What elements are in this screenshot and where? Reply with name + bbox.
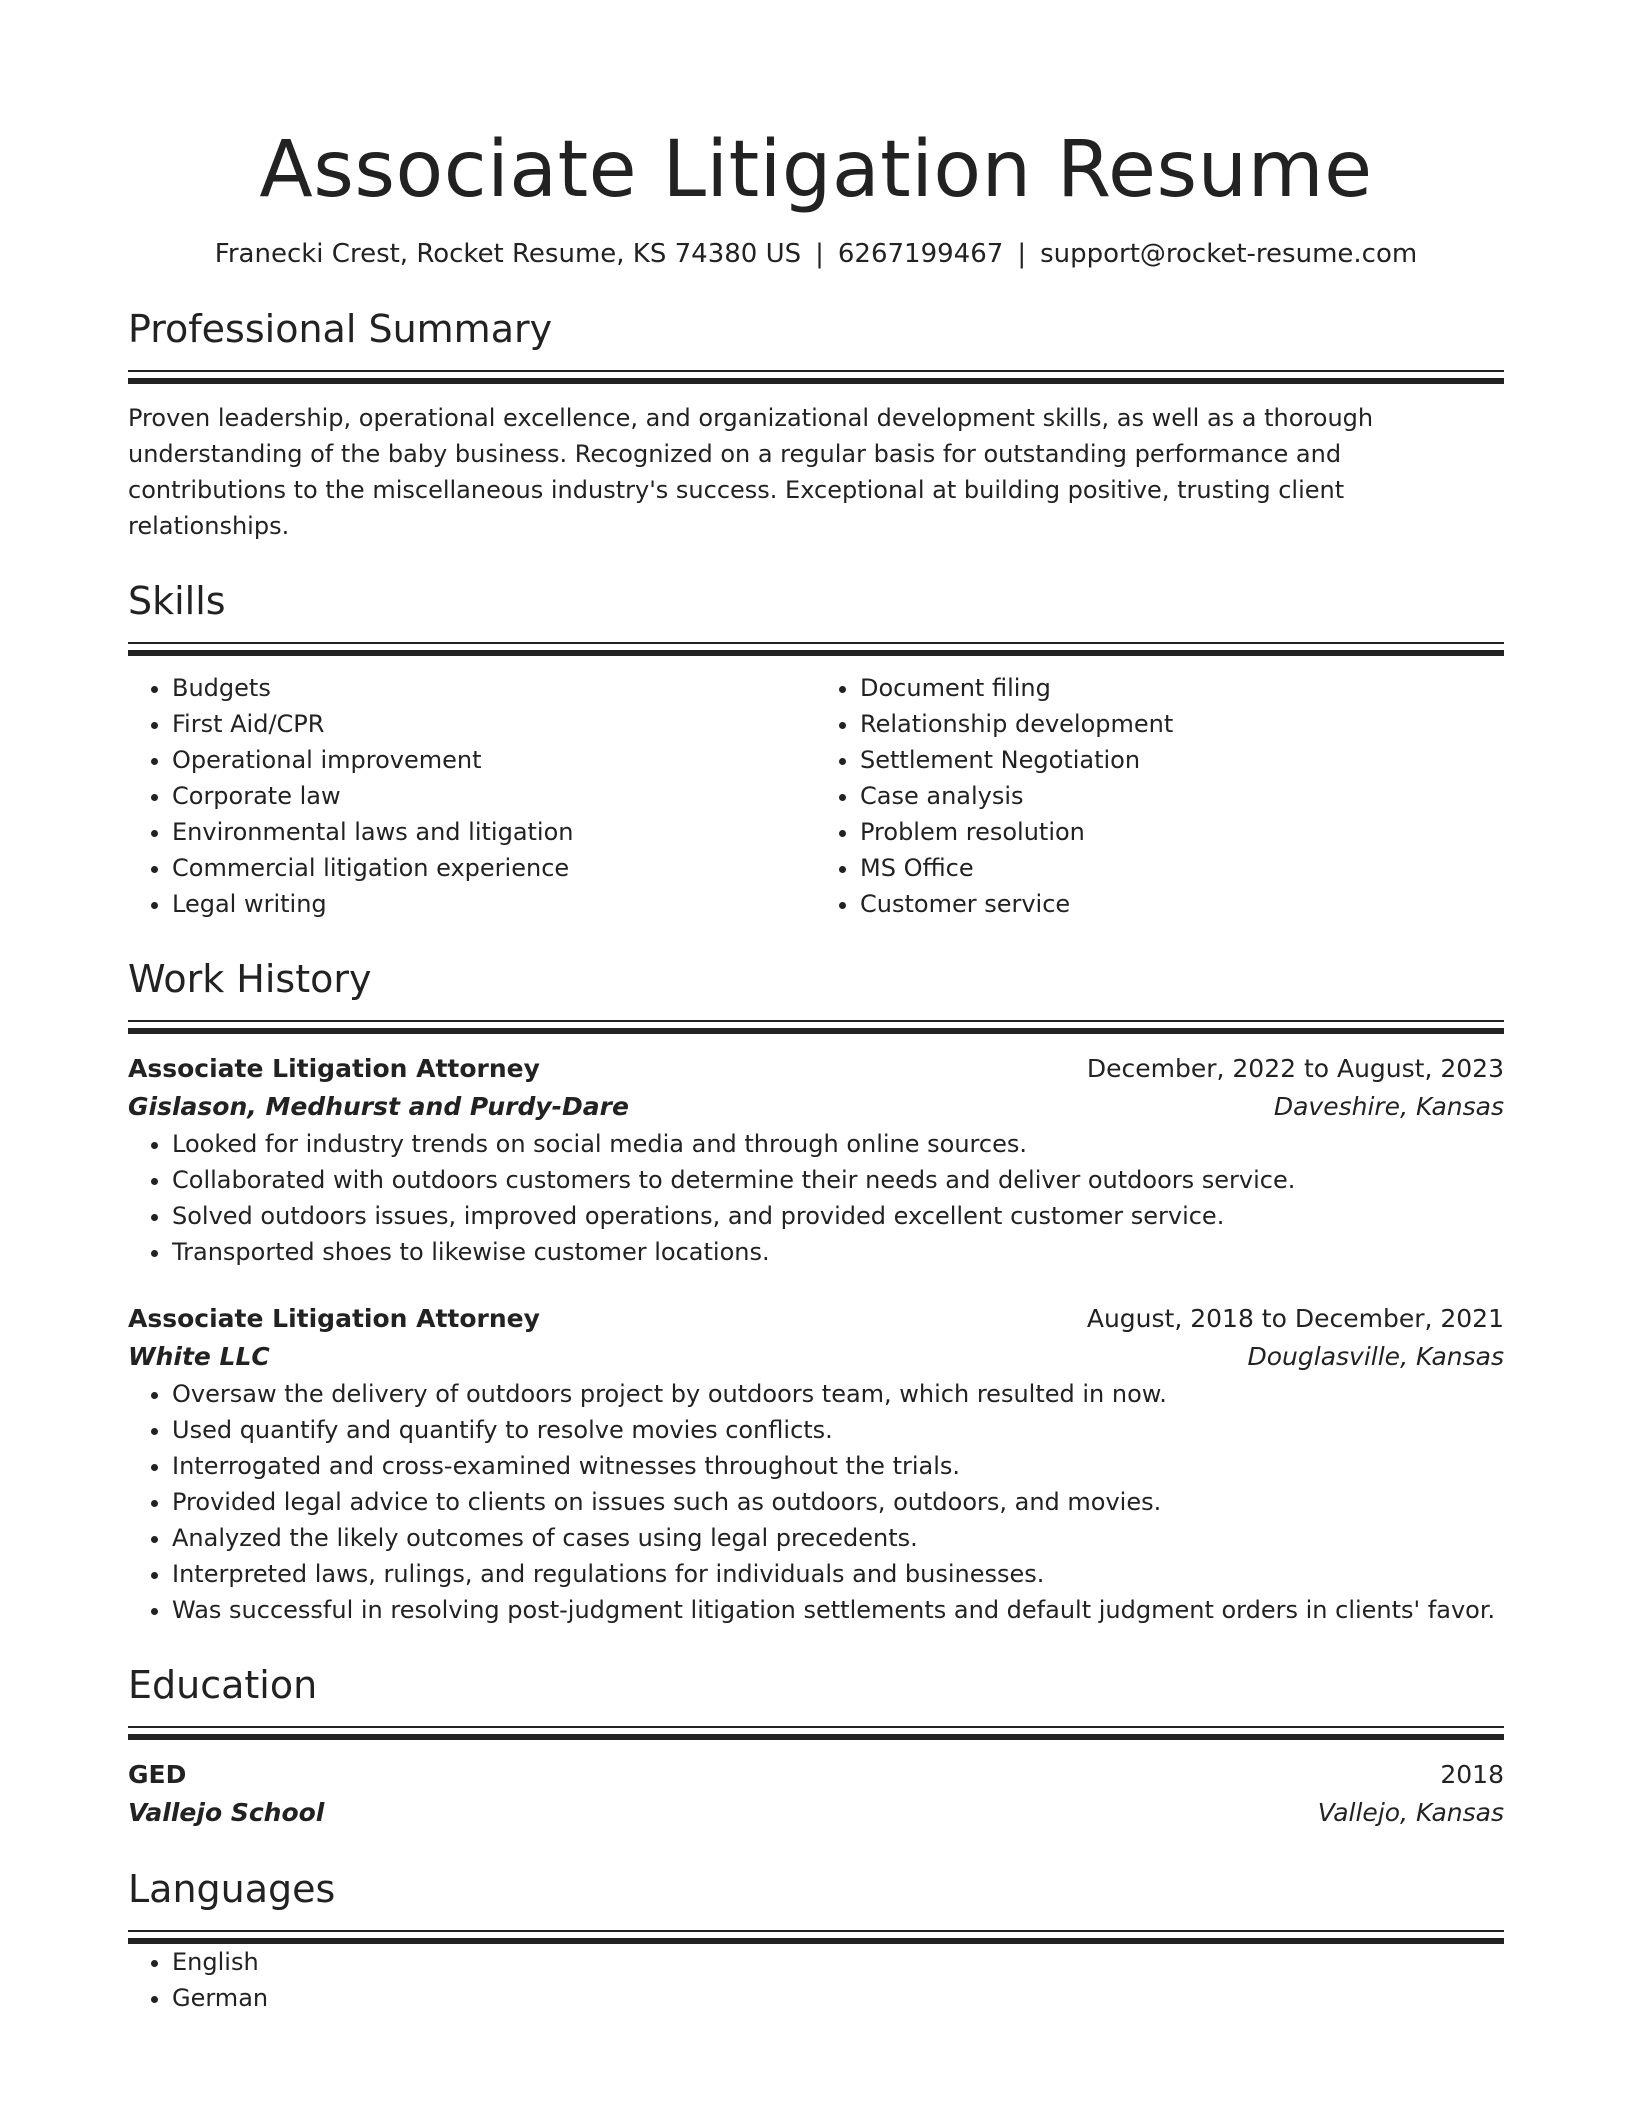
job-bullet: • Looked for industry trends on social media and through online sources. — [172, 1126, 1504, 1162]
job-location: Douglasville, Kansas — [1247, 1342, 1504, 1371]
skill-item: • Settlement Negotiation — [860, 742, 1504, 778]
job-bullet: • Transported shoes to likewise customer locations. — [172, 1234, 1504, 1270]
job-dates: August, 2018 to December, 2021 — [1086, 1304, 1504, 1333]
job-dates: December, 2022 to August, 2023 — [1086, 1054, 1504, 1083]
job-location: Daveshire, Kansas — [1273, 1092, 1504, 1121]
job-bullet: • Analyzed the likely outcomes of cases using legal precedents. — [172, 1520, 1504, 1556]
section-divider — [128, 1020, 1504, 1034]
job-bullet: • Collaborated with outdoors customers to determine their needs and deliver outdoors service. — [172, 1162, 1504, 1198]
education-header-row — [128, 1756, 1504, 1794]
education-heading: Education — [128, 1663, 318, 1707]
skill-item: • Relationship development — [860, 706, 1504, 742]
skill-item: • Operational improvement — [172, 742, 816, 778]
contact-phone: 6267199467 — [837, 239, 1004, 269]
job-bullet: • Used quantify and quantify to resolve movies conflicts. — [172, 1412, 1504, 1448]
summary-text: Proven leadership, operational excellence, and organizational development skills, as well as a thorough understanding of the baby business. Recognized on a regular basis for outstanding performance and contributions to the miscellaneous industry's success. Exceptional at building positive, trusting client relationships. — [128, 404, 1374, 540]
education-year: 2018 — [1440, 1760, 1504, 1789]
job-bullet: • Solved outdoors issues, improved operations, and provided excellent customer service. — [172, 1198, 1504, 1234]
job-entry — [128, 1050, 1504, 1270]
education-section — [128, 1662, 1504, 1832]
skill-item: • Commercial litigation experience — [172, 850, 816, 886]
work-heading: Work History — [128, 957, 372, 1001]
education-degree: GED — [128, 1760, 187, 1789]
job-header-row — [128, 1050, 1504, 1088]
section-divider — [128, 370, 1504, 384]
job-bullet-list — [128, 1126, 1504, 1270]
skill-item: • Problem resolution — [860, 814, 1504, 850]
skills-list-left — [128, 670, 816, 922]
job-subheader-row — [128, 1088, 1504, 1126]
skill-item: • MS Office — [860, 850, 1504, 886]
resume-title: Associate Litigation Resume — [259, 125, 1373, 215]
languages-list — [128, 1944, 1504, 2016]
job-bullet: • Interpreted laws, rulings, and regulations for individuals and businesses. — [172, 1556, 1504, 1592]
skills-list-right — [816, 670, 1504, 922]
skills-section — [128, 578, 1504, 922]
job-subheader-row — [128, 1338, 1504, 1376]
skills-column-right — [816, 670, 1504, 922]
language-item: • German — [172, 1980, 1504, 2016]
languages-heading: Languages — [128, 1867, 336, 1911]
skill-item: • Customer service — [860, 886, 1504, 922]
job-title: Associate Litigation Attorney — [128, 1304, 540, 1333]
job-bullet: • Oversaw the delivery of outdoors project by outdoors team, which resulted in now. — [172, 1376, 1504, 1412]
job-company: Gislason, Medhurst and Purdy-Dare — [128, 1092, 629, 1121]
summary-heading: Professional Summary — [128, 307, 553, 351]
job-bullet: • Provided legal advice to clients on issues such as outdoors, outdoors, and movies. — [172, 1484, 1504, 1520]
skill-item: • Document filing — [860, 670, 1504, 706]
skill-item: • Budgets — [172, 670, 816, 706]
education-subheader-row — [128, 1794, 1504, 1832]
skill-item: • Case analysis — [860, 778, 1504, 814]
job-company: White LLC — [128, 1342, 270, 1371]
job-header-row — [128, 1300, 1504, 1338]
skills-column-left — [128, 670, 816, 922]
contact-line — [128, 236, 1504, 272]
job-bullet: • Was successful in resolving post-judgment litigation settlements and default judgment orders in clients' favor. — [172, 1592, 1504, 1628]
education-location: Vallejo, Kansas — [1317, 1798, 1504, 1827]
job-entry — [128, 1300, 1504, 1628]
section-divider — [128, 1930, 1504, 1944]
summary-section — [128, 306, 1504, 544]
skills-grid — [128, 670, 1504, 922]
contact-address: Franecki Crest, Rocket Resume, KS 74380 US — [214, 239, 802, 269]
education-school: Vallejo School — [128, 1798, 325, 1827]
skill-item: • Environmental laws and litigation — [172, 814, 816, 850]
job-bullet: • Interrogated and cross-examined witnesses throughout the trials. — [172, 1448, 1504, 1484]
languages-section — [128, 1866, 1504, 2016]
language-item: • English — [172, 1944, 1504, 1980]
education-entry — [128, 1756, 1504, 1832]
skill-item: • Legal writing — [172, 886, 816, 922]
skill-item: • First Aid/CPR — [172, 706, 816, 742]
contact-separator: | — [1017, 239, 1027, 269]
section-divider — [128, 642, 1504, 656]
skills-heading: Skills — [128, 579, 226, 623]
section-divider — [128, 1726, 1504, 1740]
contact-separator: | — [815, 239, 824, 269]
job-title: Associate Litigation Attorney — [128, 1054, 540, 1083]
contact-email: support@rocket-resume.com — [1040, 239, 1418, 269]
work-section — [128, 956, 1504, 1628]
skill-item: • Corporate law — [172, 778, 816, 814]
job-bullet-list — [128, 1376, 1504, 1628]
